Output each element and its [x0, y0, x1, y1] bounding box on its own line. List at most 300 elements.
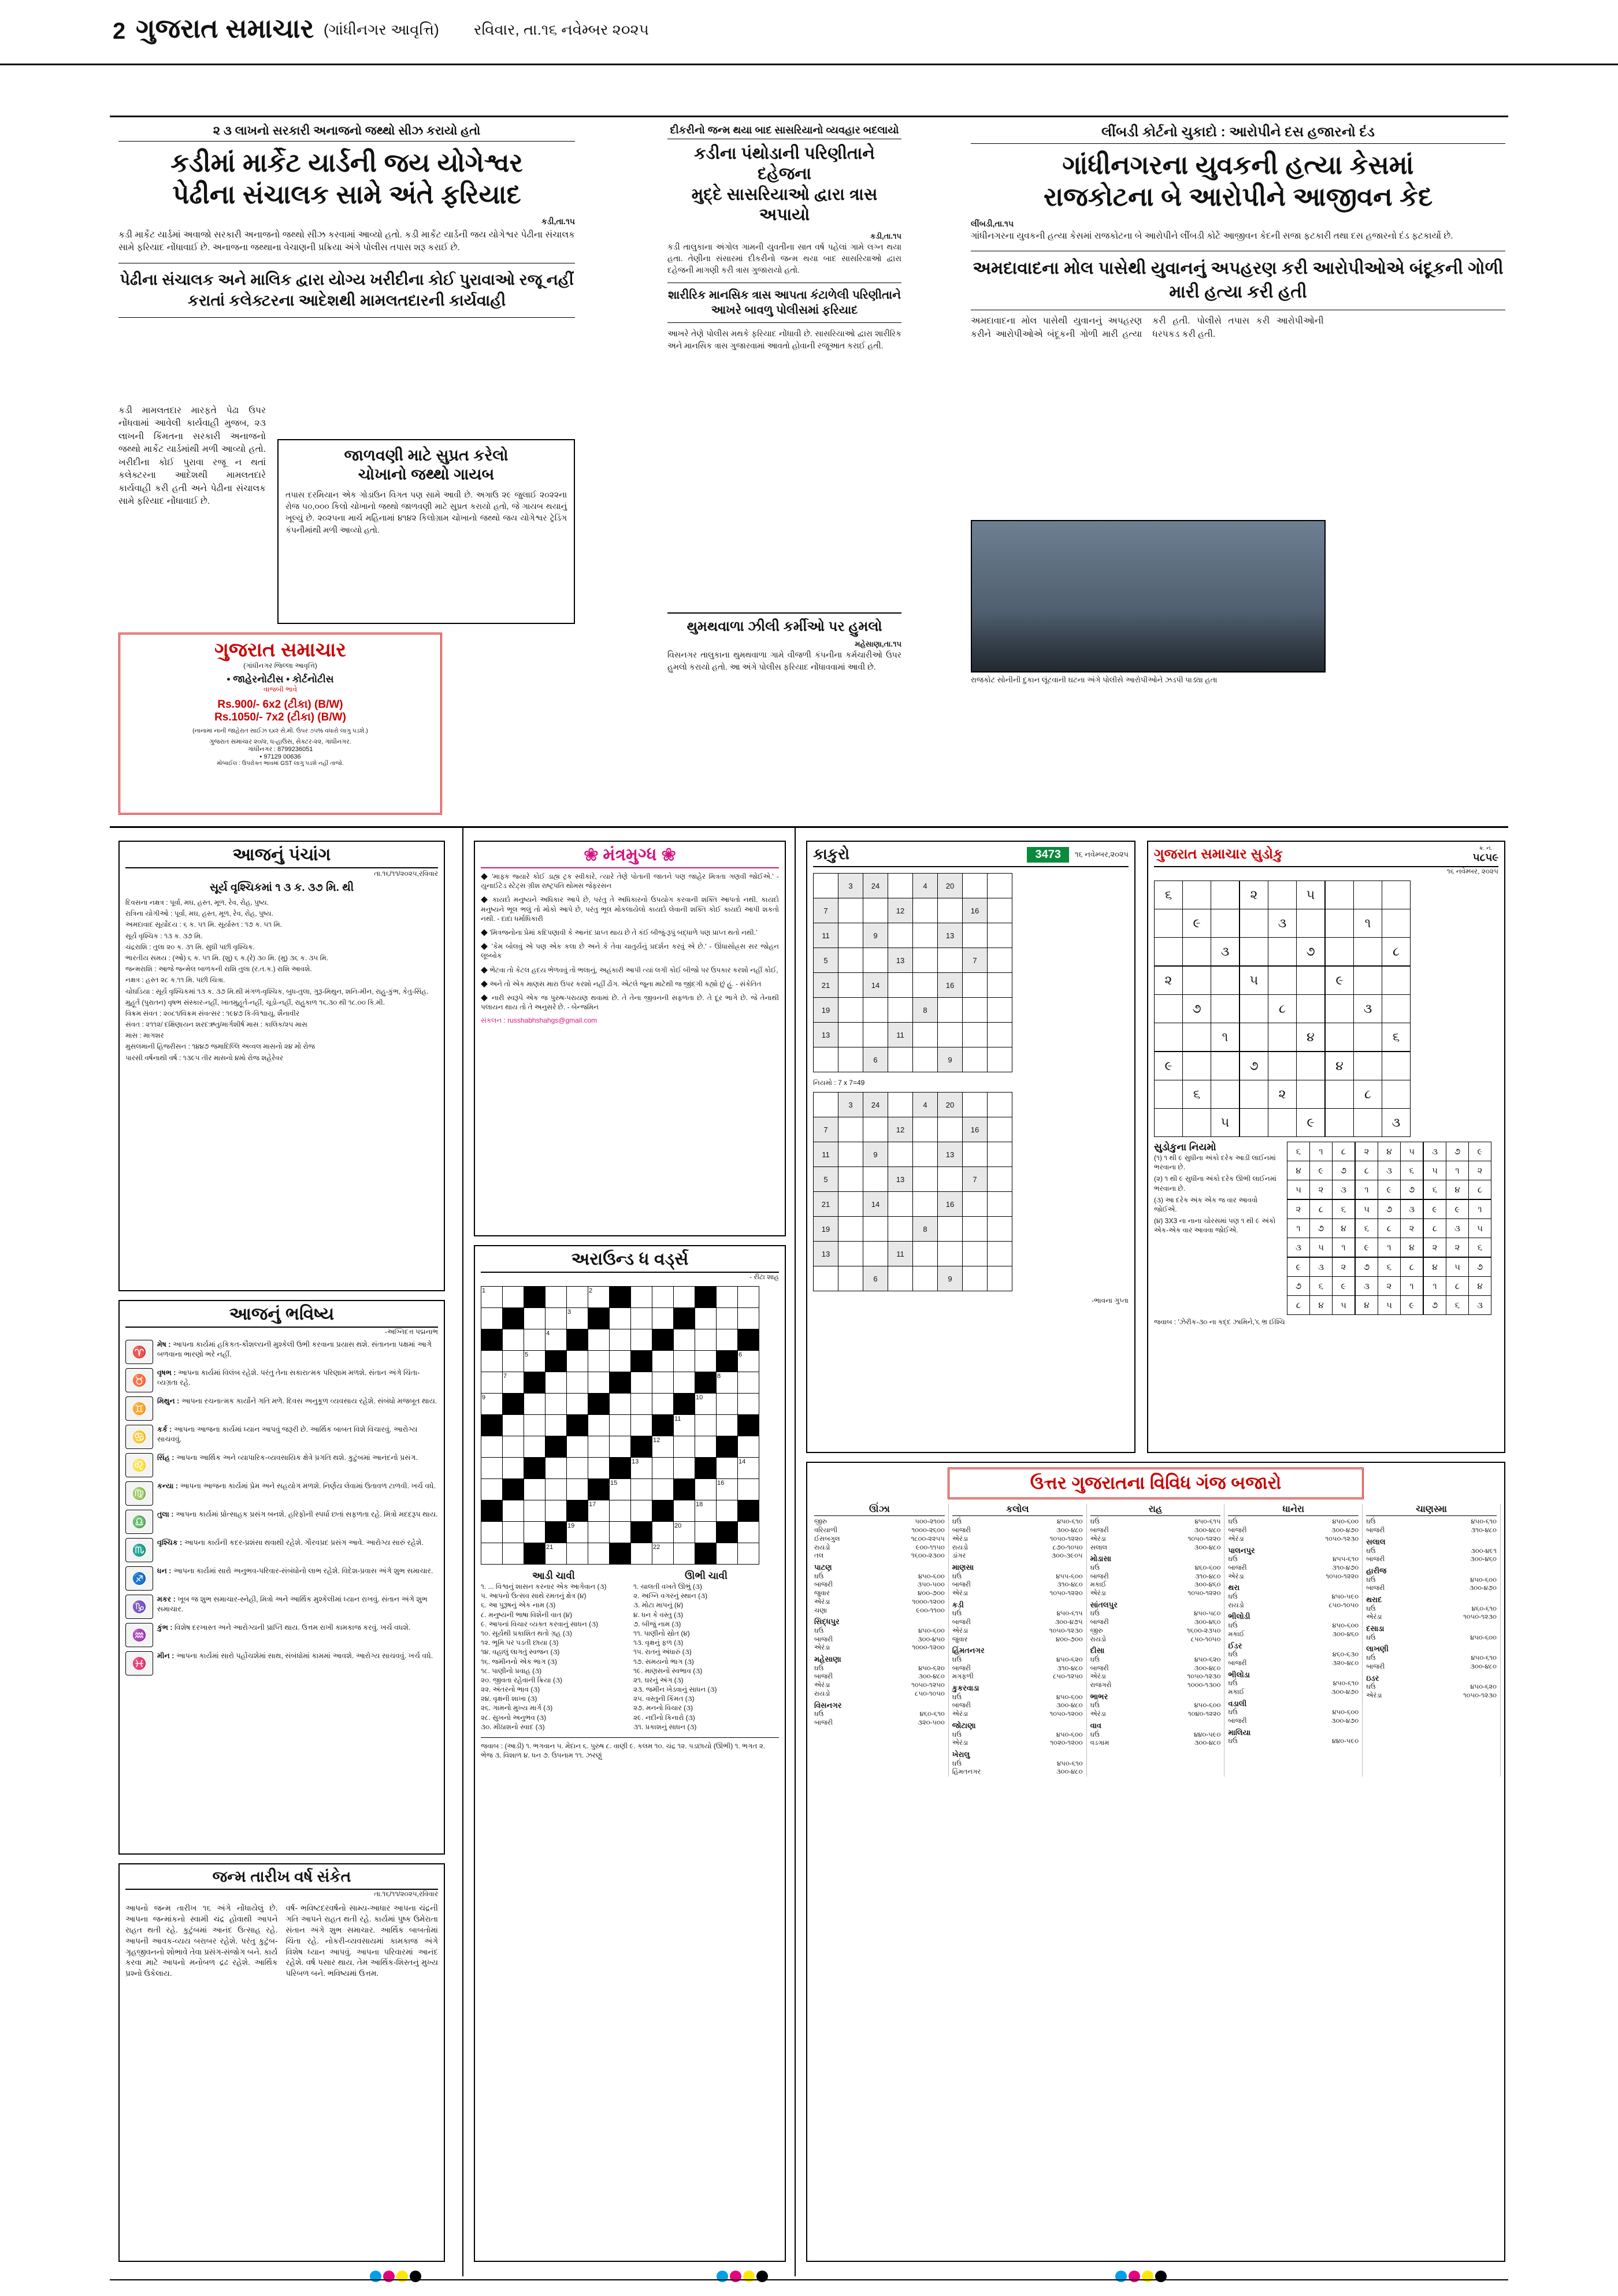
crossword-cell[interactable]	[567, 1372, 588, 1394]
sudoku-cell[interactable]: ૫	[1240, 966, 1268, 995]
kakuro-cell[interactable]	[863, 948, 888, 973]
crossword-cell[interactable]	[717, 1329, 738, 1351]
sudoku-cell[interactable]	[1155, 1109, 1183, 1137]
crossword-cell[interactable]	[717, 1415, 738, 1436]
sudoku-cell[interactable]	[1268, 938, 1297, 967]
sudoku-cell[interactable]	[1183, 881, 1211, 909]
sudoku-cell[interactable]: ૬	[1183, 1080, 1211, 1109]
sudoku-cell[interactable]	[1325, 938, 1354, 967]
kakuro-cell[interactable]	[988, 898, 1012, 923]
crossword-cell[interactable]	[588, 1436, 610, 1458]
sudoku-cell[interactable]: ૭	[1183, 995, 1211, 1023]
kakuro-cell[interactable]	[988, 1167, 1012, 1192]
sudoku-cell[interactable]	[1382, 966, 1411, 995]
crossword-cell[interactable]	[503, 1351, 524, 1372]
crossword-cell[interactable]	[695, 1351, 717, 1372]
sudoku-cell[interactable]	[1354, 1023, 1382, 1052]
kakuro-cell[interactable]	[814, 1266, 838, 1291]
sudoku-cell[interactable]	[1155, 938, 1183, 967]
sudoku-cell[interactable]	[1382, 909, 1411, 938]
crossword-cell[interactable]	[610, 1436, 631, 1458]
crossword-cell[interactable]	[567, 1458, 588, 1479]
crossword-cell[interactable]	[631, 1372, 652, 1394]
crossword-cell[interactable]: 20	[674, 1522, 695, 1543]
kakuro-cell[interactable]	[988, 998, 1012, 1023]
crossword-cell[interactable]	[610, 1329, 631, 1351]
sudoku-cell[interactable]: ૭	[1240, 1052, 1268, 1080]
sudoku-cell[interactable]	[1211, 881, 1240, 909]
kakuro-cell[interactable]	[988, 1047, 1012, 1072]
sudoku-cell[interactable]	[1325, 909, 1354, 938]
crossword-cell[interactable]	[503, 1458, 524, 1479]
kakuro-cell[interactable]	[863, 1167, 888, 1192]
kakuro-cell[interactable]	[838, 923, 863, 948]
crossword-cell[interactable]	[503, 1500, 524, 1522]
kakuro-cell[interactable]	[838, 1167, 863, 1192]
crossword-cell[interactable]	[588, 1522, 610, 1543]
kakuro-cell[interactable]	[863, 1023, 888, 1047]
sudoku-cell[interactable]: ૬	[1382, 1023, 1411, 1052]
crossword-cell[interactable]: 14	[738, 1458, 759, 1479]
kakuro-cell[interactable]	[938, 1167, 963, 1192]
kakuro-cell[interactable]	[913, 923, 938, 948]
crossword-cell[interactable]	[738, 1543, 759, 1565]
sudoku-cell[interactable]	[1268, 966, 1297, 995]
crossword-cell[interactable]: 15	[610, 1479, 631, 1500]
sudoku-cell[interactable]: ૫	[1211, 1109, 1240, 1137]
kakuro-cell[interactable]	[938, 1217, 963, 1242]
sudoku-cell[interactable]: ૧	[1354, 909, 1382, 938]
sudoku-cell[interactable]	[1183, 1023, 1211, 1052]
crossword-cell[interactable]	[481, 1458, 503, 1479]
crossword-cell[interactable]	[674, 1287, 695, 1308]
crossword-cell[interactable]	[524, 1479, 545, 1500]
crossword-cell[interactable]	[738, 1436, 759, 1458]
kakuro-cell[interactable]	[988, 973, 1012, 998]
crossword-cell[interactable]	[524, 1500, 545, 1522]
sudoku-cell[interactable]	[1155, 1080, 1183, 1109]
sudoku-cell[interactable]	[1325, 1109, 1354, 1137]
kakuro-cell[interactable]	[988, 1093, 1012, 1117]
sudoku-cell[interactable]: ૮	[1382, 938, 1411, 967]
crossword-cell[interactable]	[524, 1394, 545, 1415]
sudoku-cell[interactable]: ૩	[1268, 909, 1297, 938]
kakuro-cell[interactable]	[988, 948, 1012, 973]
sudoku-cell[interactable]: ૪	[1325, 1052, 1354, 1080]
sudoku-cell[interactable]: ૯	[1325, 966, 1354, 995]
crossword-cell[interactable]	[524, 1522, 545, 1543]
crossword-cell[interactable]	[481, 1522, 503, 1543]
sudoku-cell[interactable]	[1183, 938, 1211, 967]
kakuro-cell[interactable]	[963, 1192, 988, 1217]
kakuro-cell[interactable]	[913, 1266, 938, 1291]
crossword-cell[interactable]	[610, 1415, 631, 1436]
sudoku-cell[interactable]	[1325, 1023, 1354, 1052]
crossword-cell[interactable]: 4	[545, 1329, 567, 1351]
kakuro-cell[interactable]	[888, 973, 913, 998]
crossword-cell[interactable]: 11	[674, 1415, 695, 1436]
crossword-cell[interactable]	[717, 1308, 738, 1329]
crossword-cell[interactable]	[738, 1522, 759, 1543]
crossword-cell[interactable]	[610, 1394, 631, 1415]
sudoku-cell[interactable]: ૮	[1354, 1080, 1382, 1109]
kakuro-cell[interactable]	[913, 1242, 938, 1266]
sudoku-cell[interactable]: ૨	[1268, 1080, 1297, 1109]
kakuro-cell[interactable]	[838, 1142, 863, 1167]
crossword-cell[interactable]	[674, 1458, 695, 1479]
ad-phone-2[interactable]: • 97129 00636	[259, 753, 301, 760]
kakuro-cell[interactable]	[863, 898, 888, 923]
sudoku-cell[interactable]	[1211, 966, 1240, 995]
crossword-cell[interactable]: 3	[567, 1308, 588, 1329]
crossword-cell[interactable]	[567, 1287, 588, 1308]
sudoku-cell[interactable]: ૯	[1183, 909, 1211, 938]
sudoku-cell[interactable]: ૩	[1211, 938, 1240, 967]
crossword-cell[interactable]	[717, 1287, 738, 1308]
crossword-cell[interactable]	[695, 1522, 717, 1543]
crossword-cell[interactable]: 21	[545, 1543, 567, 1565]
sudoku-cell[interactable]	[1325, 881, 1354, 909]
kakuro-cell[interactable]	[988, 1023, 1012, 1047]
crossword-cell[interactable]	[738, 1394, 759, 1415]
kakuro-cell[interactable]	[963, 998, 988, 1023]
crossword-cell[interactable]	[524, 1436, 545, 1458]
crossword-cell[interactable]	[674, 1436, 695, 1458]
kakuro-cell[interactable]	[838, 1047, 863, 1072]
sudoku-cell[interactable]: ૫	[1297, 881, 1326, 909]
sudoku-cell[interactable]	[1325, 1080, 1354, 1109]
kakuro-cell[interactable]	[838, 1117, 863, 1142]
crossword-cell[interactable]	[610, 1351, 631, 1372]
crossword-cell[interactable]	[695, 1308, 717, 1329]
sudoku-cell[interactable]	[1240, 1109, 1268, 1137]
crossword-cell[interactable]	[631, 1500, 652, 1522]
kakuro-grid[interactable]	[813, 873, 1129, 1072]
kakuro-cell[interactable]	[838, 948, 863, 973]
kakuro-cell[interactable]	[963, 923, 988, 948]
crossword-cell[interactable]	[631, 1415, 652, 1436]
sudoku-cell[interactable]	[1240, 995, 1268, 1023]
crossword-cell[interactable]	[631, 1308, 652, 1329]
crossword-cell[interactable]	[481, 1351, 503, 1372]
kakuro-cell[interactable]	[888, 1217, 913, 1242]
kakuro-cell[interactable]	[863, 1217, 888, 1242]
kakuro-cell[interactable]	[963, 1023, 988, 1047]
crossword-cell[interactable]	[588, 1543, 610, 1565]
kakuro-cell[interactable]	[838, 998, 863, 1023]
kakuro-cell[interactable]	[938, 1023, 963, 1047]
kakuro-cell[interactable]	[963, 874, 988, 898]
sudoku-cell[interactable]	[1354, 938, 1382, 967]
kakuro-cell[interactable]	[938, 948, 963, 973]
kakuro-cell[interactable]	[888, 1142, 913, 1167]
crossword-cell[interactable]	[695, 1479, 717, 1500]
sudoku-cell[interactable]	[1183, 1109, 1211, 1137]
crossword-cell[interactable]: 6	[738, 1351, 759, 1372]
crossword-cell[interactable]	[695, 1415, 717, 1436]
crossword-cell[interactable]	[652, 1394, 674, 1415]
sudoku-cell[interactable]	[1354, 966, 1382, 995]
story-2-kicker: દીકરીનો જન્મ થયા બાદ સાસરિયાનો વ્યવહાર બદલાયો	[667, 124, 901, 139]
kakuro-cell[interactable]	[963, 1142, 988, 1167]
sudoku-cell[interactable]	[1297, 909, 1326, 938]
sudoku-cell[interactable]	[1382, 1052, 1411, 1080]
kakuro-cell[interactable]	[888, 1047, 913, 1072]
sudoku-cell[interactable]	[1211, 995, 1240, 1023]
kakuro-cell[interactable]	[938, 898, 963, 923]
crossword-cell[interactable]	[503, 1522, 524, 1543]
sudoku-cell[interactable]	[1211, 1080, 1240, 1109]
crossword-cell[interactable]	[738, 1287, 759, 1308]
crossword-cell[interactable]: 18	[695, 1500, 717, 1522]
sudoku-cell[interactable]: ૪	[1297, 1023, 1326, 1052]
kakuro-cell[interactable]	[913, 1192, 938, 1217]
crossword-cell[interactable]	[610, 1308, 631, 1329]
sudoku-cell[interactable]: ૨	[1155, 966, 1183, 995]
crossword-cell[interactable]	[545, 1500, 567, 1522]
crossword-cell[interactable]: 13	[631, 1458, 652, 1479]
crossword-cell[interactable]	[631, 1394, 652, 1415]
sudoku-cell[interactable]	[1240, 938, 1268, 967]
sudoku-cell[interactable]	[1382, 881, 1411, 909]
crossword-cell[interactable]	[631, 1329, 652, 1351]
crossword-cell[interactable]: 12	[652, 1436, 674, 1458]
crossword-cell[interactable]	[631, 1287, 652, 1308]
crossword-cell[interactable]	[695, 1436, 717, 1458]
crossword-cell[interactable]	[567, 1351, 588, 1372]
kakuro-cell[interactable]	[913, 898, 938, 923]
crossword-cell[interactable]	[652, 1351, 674, 1372]
kakuro-cell[interactable]	[988, 1192, 1012, 1217]
crossword-cell[interactable]: 2	[588, 1287, 610, 1308]
kakuro-cell[interactable]	[863, 1117, 888, 1142]
sudoku-cell[interactable]: ૩	[1382, 1109, 1411, 1137]
crossword-cell[interactable]	[738, 1479, 759, 1500]
crossword-cell[interactable]	[717, 1458, 738, 1479]
sudoku-cell[interactable]	[1382, 1080, 1411, 1109]
kakuro-cell[interactable]	[888, 923, 913, 948]
crossword-cell[interactable]: 7	[503, 1372, 524, 1394]
crossword-cell[interactable]	[503, 1415, 524, 1436]
classified-ad-box[interactable]	[118, 633, 442, 815]
crossword-cell[interactable]	[545, 1287, 567, 1308]
kakuro-cell[interactable]	[814, 874, 838, 898]
crossword-cell[interactable]	[674, 1351, 695, 1372]
crossword-cell[interactable]	[481, 1543, 503, 1565]
kakuro-cell[interactable]	[988, 874, 1012, 898]
crossword-cell[interactable]	[545, 1308, 567, 1329]
sudoku-cell[interactable]	[1183, 1052, 1211, 1080]
ad-phone-1[interactable]: ગાંધીનગર : 8799236051	[247, 746, 313, 753]
crossword-cell[interactable]: 17	[588, 1500, 610, 1522]
crossword-cell[interactable]	[588, 1351, 610, 1372]
crossword-cell[interactable]	[652, 1308, 674, 1329]
kakuro-cell[interactable]	[988, 1266, 1012, 1291]
kakuro-cell[interactable]	[888, 1266, 913, 1291]
sudoku-cell[interactable]	[1297, 966, 1326, 995]
crossword-grid[interactable]	[481, 1286, 779, 1565]
crossword-cell[interactable]	[524, 1415, 545, 1436]
kakuro-cell[interactable]	[814, 1047, 838, 1072]
crossword-cell[interactable]: 1	[481, 1287, 503, 1308]
kakuro-cell[interactable]	[988, 1117, 1012, 1142]
kakuro-cell[interactable]	[963, 1242, 988, 1266]
crossword-cell[interactable]	[545, 1458, 567, 1479]
sudoku-cell[interactable]	[1382, 995, 1411, 1023]
crossword-cell[interactable]	[652, 1479, 674, 1500]
crossword-cell[interactable]: 5	[524, 1351, 545, 1372]
crossword-cell[interactable]: 16	[717, 1479, 738, 1500]
crossword-cell[interactable]	[481, 1372, 503, 1394]
crossword-cell[interactable]	[652, 1372, 674, 1394]
crossword-cell[interactable]	[674, 1543, 695, 1565]
kakuro-cell[interactable]	[838, 973, 863, 998]
crossword-cell[interactable]	[567, 1436, 588, 1458]
sudoku-cell[interactable]	[1297, 1080, 1326, 1109]
crossword-cell[interactable]: 9	[481, 1394, 503, 1415]
crossword-cell[interactable]	[588, 1329, 610, 1351]
crossword-cell[interactable]	[738, 1308, 759, 1329]
kakuro-cell[interactable]	[838, 1266, 863, 1291]
kakuro-cell[interactable]	[863, 998, 888, 1023]
sudoku-cell[interactable]: ૮	[1268, 995, 1297, 1023]
kakuro-cell[interactable]	[938, 1242, 963, 1266]
kakuro-cell[interactable]	[988, 923, 1012, 948]
crossword-cell[interactable]	[717, 1543, 738, 1565]
kakuro-cell[interactable]	[913, 1023, 938, 1047]
crossword-cell[interactable]: 22	[652, 1543, 674, 1565]
sudoku-cell[interactable]: ૧	[1211, 1023, 1240, 1052]
sudoku-cell[interactable]	[1240, 1080, 1268, 1109]
kakuro-cell[interactable]	[888, 1192, 913, 1217]
sudoku-cell[interactable]: ૩	[1354, 995, 1382, 1023]
kakuro-cell[interactable]	[988, 1242, 1012, 1266]
kakuro-cell[interactable]	[838, 1023, 863, 1047]
sudoku-cell[interactable]	[1155, 995, 1183, 1023]
crossword-cell[interactable]	[717, 1394, 738, 1415]
kakuro-cell[interactable]	[913, 1117, 938, 1142]
crossword-cell[interactable]	[652, 1522, 674, 1543]
crossword-cell[interactable]	[610, 1522, 631, 1543]
kakuro-cell[interactable]	[963, 1217, 988, 1242]
sudoku-cell[interactable]	[1354, 1109, 1382, 1137]
crossword-cell[interactable]: 8	[717, 1372, 738, 1394]
kakuro-cell[interactable]	[988, 1142, 1012, 1167]
crossword-cell[interactable]	[631, 1479, 652, 1500]
crossword-cell[interactable]: 19	[567, 1522, 588, 1543]
kakuro-cell[interactable]	[838, 1242, 863, 1266]
crossword-cell[interactable]	[524, 1308, 545, 1329]
sudoku-cell[interactable]	[1155, 1023, 1183, 1052]
crossword-cell[interactable]	[545, 1415, 567, 1436]
sudoku-cell[interactable]	[1268, 1109, 1297, 1137]
crossword-cell[interactable]	[503, 1543, 524, 1565]
crossword-cell[interactable]	[481, 1436, 503, 1458]
kakuro-cell[interactable]	[814, 1093, 838, 1117]
kakuro-cell[interactable]	[913, 973, 938, 998]
sudoku-cell[interactable]	[1297, 1052, 1326, 1080]
sudoku-cell[interactable]	[1211, 1052, 1240, 1080]
crossword-cell[interactable]	[524, 1329, 545, 1351]
sudoku-cell[interactable]	[1268, 1052, 1297, 1080]
kakuro-cell[interactable]	[963, 1047, 988, 1072]
crossword-cell[interactable]	[652, 1287, 674, 1308]
sudoku-cell[interactable]: ૬	[1155, 881, 1183, 909]
kakuro-cell[interactable]	[838, 1192, 863, 1217]
crossword-cell[interactable]	[610, 1500, 631, 1522]
sudoku-cell[interactable]: ૨	[1240, 881, 1268, 909]
sudoku-cell[interactable]	[1240, 1023, 1268, 1052]
crossword-cell[interactable]	[567, 1543, 588, 1565]
sudoku-cell[interactable]	[1183, 966, 1211, 995]
crossword-cell[interactable]	[545, 1372, 567, 1394]
crossword-cell[interactable]: 10	[695, 1394, 717, 1415]
crossword-cell[interactable]	[674, 1329, 695, 1351]
crossword-cell[interactable]	[503, 1329, 524, 1351]
crossword-cell[interactable]	[481, 1479, 503, 1500]
kakuro-cell[interactable]	[863, 1242, 888, 1266]
kakuro-cell[interactable]	[963, 1093, 988, 1117]
crossword-cell[interactable]	[588, 1372, 610, 1394]
sudoku-cell[interactable]	[1211, 909, 1240, 938]
sudoku-cell[interactable]: ૯	[1297, 1109, 1326, 1137]
kakuro-cell[interactable]	[913, 948, 938, 973]
kakuro-cell[interactable]	[913, 1142, 938, 1167]
sudoku-cell[interactable]	[1268, 881, 1297, 909]
kakuro-cell[interactable]	[938, 1117, 963, 1142]
sudoku-grid[interactable]	[1154, 880, 1498, 1137]
crossword-cell[interactable]	[652, 1458, 674, 1479]
kakuro-cell[interactable]	[938, 998, 963, 1023]
sudoku-cell[interactable]	[1354, 1052, 1382, 1080]
crossword-cell[interactable]	[481, 1308, 503, 1329]
kakuro-cell[interactable]	[913, 1047, 938, 1072]
crossword-cell[interactable]	[545, 1394, 567, 1415]
kakuro-cell[interactable]	[888, 1093, 913, 1117]
kakuro-cell[interactable]	[838, 898, 863, 923]
crossword-cell[interactable]	[588, 1458, 610, 1479]
kakuro-cell[interactable]	[838, 1217, 863, 1242]
crossword-cell[interactable]	[674, 1500, 695, 1522]
crossword-cell[interactable]	[503, 1287, 524, 1308]
kakuro-cell[interactable]	[913, 1167, 938, 1192]
kakuro-cell[interactable]	[888, 998, 913, 1023]
sudoku-cell[interactable]	[1354, 881, 1382, 909]
kakuro-cell[interactable]	[963, 1266, 988, 1291]
crossword-cell[interactable]	[674, 1372, 695, 1394]
crossword-cell[interactable]	[631, 1543, 652, 1565]
crossword-cell[interactable]	[717, 1500, 738, 1522]
crossword-cell[interactable]	[738, 1372, 759, 1394]
sudoku-cell[interactable]	[1240, 909, 1268, 938]
crossword-cell[interactable]	[567, 1394, 588, 1415]
sudoku-cell[interactable]: ૯	[1155, 1052, 1183, 1080]
crossword-cell[interactable]	[588, 1415, 610, 1436]
sudoku-cell[interactable]	[1325, 995, 1354, 1023]
crossword-cell[interactable]	[567, 1479, 588, 1500]
kakuro-cell[interactable]	[988, 1217, 1012, 1242]
crossword-cell[interactable]	[695, 1329, 717, 1351]
sudoku-cell[interactable]	[1268, 1023, 1297, 1052]
sudoku-cell[interactable]	[1297, 995, 1326, 1023]
sudoku-cell[interactable]: ૭	[1297, 938, 1326, 967]
kakuro-cell[interactable]	[963, 973, 988, 998]
crossword-cell[interactable]	[545, 1479, 567, 1500]
mantra-email[interactable]: સંકલન : russhabhshahgs@gmail.com	[481, 1016, 598, 1025]
sudoku-cell[interactable]	[1155, 909, 1183, 938]
crossword-cell[interactable]	[503, 1436, 524, 1458]
kakuro-cell[interactable]	[888, 874, 913, 898]
